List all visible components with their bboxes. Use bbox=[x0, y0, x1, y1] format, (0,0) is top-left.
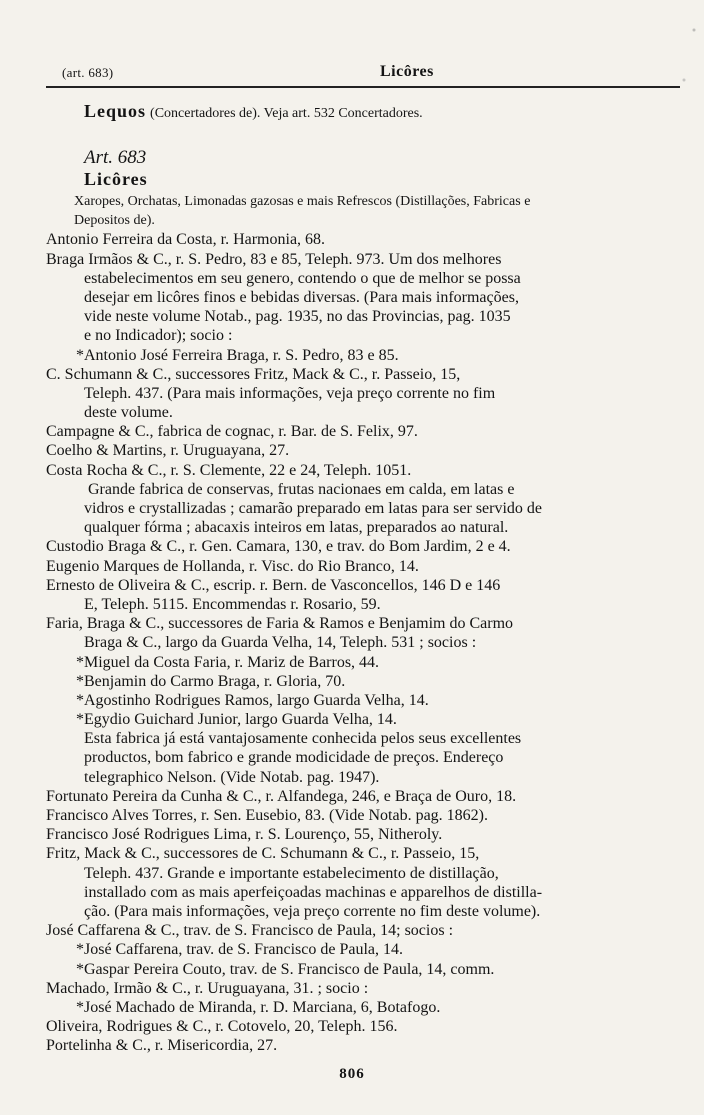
entry-line: Teleph. 437. Grande e importante estabelecimento de distillação, bbox=[84, 864, 499, 882]
entry-line: estabelecimentos em seu genero, contendo o que de melhor se possa bbox=[84, 269, 521, 287]
entry-line: Machado, Irmão & C., r. Uruguayana, 31. ; socio : bbox=[46, 979, 369, 997]
entry-line: desejar em licôres finos e bebidas diversas. (Para mais informações, bbox=[84, 288, 519, 306]
entry-line: Depositos de). bbox=[74, 213, 155, 229]
section-heading-row bbox=[46, 170, 682, 192]
entry-line: Braga & C., largo da Guarda Velha, 14, Teleph. 531 ; socios : bbox=[84, 634, 477, 652]
entry-line: Fortunato Pereira da Cunha & C., r. Alfandega, 246, e Braça de Ouro, 18. bbox=[46, 787, 517, 805]
page-header bbox=[62, 64, 672, 86]
entry-line: Braga Irmãos & C., r. S. Pedro, 83 e 85, Teleph. 973. Um dos melhores bbox=[46, 250, 502, 268]
entries-list bbox=[46, 192, 682, 1055]
entry-line: Xaropes, Orchatas, Limonadas gazosas e mais Refrescos (Distillações, Fabricas e bbox=[74, 194, 531, 209]
lequos-text: (Concertadores de). Veja art. 532 Concertadores. bbox=[150, 106, 423, 121]
lequos-entry bbox=[46, 102, 682, 128]
entry-line: *Agostinho Rodrigues Ramos, largo Guarda Velha, 14. bbox=[76, 691, 429, 709]
header-rule bbox=[46, 86, 680, 88]
section-heading: Licôres bbox=[84, 169, 148, 189]
entry-line: Campagne & C., fabrica de cognac, r. Bar. de S. Felix, 97. bbox=[46, 423, 418, 441]
entry-line: José Caffarena & C., trav. de S. Francisco de Paula, 14; socios : bbox=[46, 922, 454, 940]
entry-line: Francisco José Rodrigues Lima, r. S. Lourenço, 55, Nitheroly. bbox=[46, 826, 443, 844]
entry-line: Fritz, Mack & C., successores de C. Schumann & C., r. Passeio, 15, bbox=[46, 845, 480, 863]
header-title: Licôres bbox=[380, 63, 434, 80]
entry-line: Oliveira, Rodrigues & C., r. Cotovelo, 20, Teleph. 156. bbox=[46, 1018, 398, 1036]
entry-line: deste volume. bbox=[84, 404, 173, 422]
entry-line: *José Machado de Miranda, r. D. Marciana, 6, Botafogo. bbox=[76, 998, 441, 1016]
entry-line: *Miguel da Costa Faria, r. Mariz de Barros, 44. bbox=[76, 653, 380, 671]
entry-line: ção. (Para mais informações, veja preço corrente no fim deste volume). bbox=[84, 902, 541, 920]
entry-line: productos, bom fabrico e grande modicidade de preços. Endereço bbox=[84, 749, 504, 767]
entry-line: Eugenio Marques de Hollanda, r. Visc. do Rio Branco, 14. bbox=[46, 557, 419, 575]
entry-line: *Egydio Guichard Junior, largo Guarda Velha, 14. bbox=[76, 711, 397, 729]
entry-line: *Antonio José Ferreira Braga, r. S. Pedro, 83 e 85. bbox=[76, 346, 399, 364]
entry-line: E, Teleph. 5115. Encommendas r. Rosario, 59. bbox=[84, 595, 381, 613]
entry-line: e no Indicador); socio : bbox=[84, 327, 233, 345]
entry-line: Custodio Braga & C., r. Gen. Camara, 130, e trav. do Bom Jardim, 2 e 4. bbox=[46, 538, 511, 556]
entry-line: vide neste volume Notab., pag. 1935, no das Provincias, pag. 1035 bbox=[84, 308, 511, 326]
entry-line: qualquer fórma ; abacaxis inteiros em latas, preparados ao natural. bbox=[84, 519, 509, 537]
entry-line: *José Caffarena, trav. de S. Francisco de Paula, 14. bbox=[76, 941, 404, 959]
entry-line: Faria, Braga & C., successores de Faria & Ramos e Benjamim do Carmo bbox=[46, 615, 514, 633]
entry-line: Ernesto de Oliveira & C., escrip. r. Bern. de Vasconcellos, 146 D e 146 bbox=[46, 576, 501, 594]
entry-line: Costa Rocha & C., r. S. Clemente, 22 e 24, Teleph. 1051. bbox=[46, 461, 412, 479]
lequos-title: Lequos bbox=[84, 101, 147, 121]
entry-line: vidros e crystallizadas ; camarão preparado em latas para ser servido de bbox=[84, 500, 543, 517]
entry-line: Grande fabrica de conservas, frutas nacionaes em calda, em latas e bbox=[88, 480, 515, 498]
entry-line: Teleph. 437. (Para mais informações, veja preço corrente no fim bbox=[84, 384, 496, 402]
header-article-ref: (art. 683) bbox=[62, 65, 114, 80]
entry-line: telegraphico Nelson. (Vide Notab. pag. 1947). bbox=[84, 768, 380, 786]
entry-line: Francisco Alves Torres, r. Sen. Eusebio, 83. (Vide Notab. pag. 1862). bbox=[46, 807, 488, 824]
entry-line: *Gaspar Pereira Couto, trav. de S. Francisco de Paula, 14, comm. bbox=[76, 960, 495, 978]
entry-line: installado com as mais aperfeiçoadas machinas e apparelhos de distilla- bbox=[84, 883, 543, 901]
entry-line: Antonio Ferreira da Costa, r. Harmonia, 68. bbox=[46, 231, 326, 249]
entry-line: C. Schumann & C., successores Fritz, Mack & C., r. Passeio, 15, bbox=[46, 365, 461, 383]
section-art-number bbox=[46, 148, 682, 170]
page-body bbox=[46, 102, 682, 1055]
entry-line: Coelho & Martins, r. Uruguayana, 27. bbox=[46, 442, 290, 460]
art-number: Art. 683 bbox=[84, 147, 147, 168]
page-number: 806 bbox=[339, 1066, 365, 1082]
entry-line: Esta fabrica já está vantajosamente conhecida pelos seus excellentes bbox=[84, 730, 522, 748]
entry-line: Portelinha & C., r. Misericordia, 27. bbox=[46, 1037, 278, 1055]
entry-line: *Benjamin do Carmo Braga, r. Gloria, 70. bbox=[76, 672, 346, 690]
